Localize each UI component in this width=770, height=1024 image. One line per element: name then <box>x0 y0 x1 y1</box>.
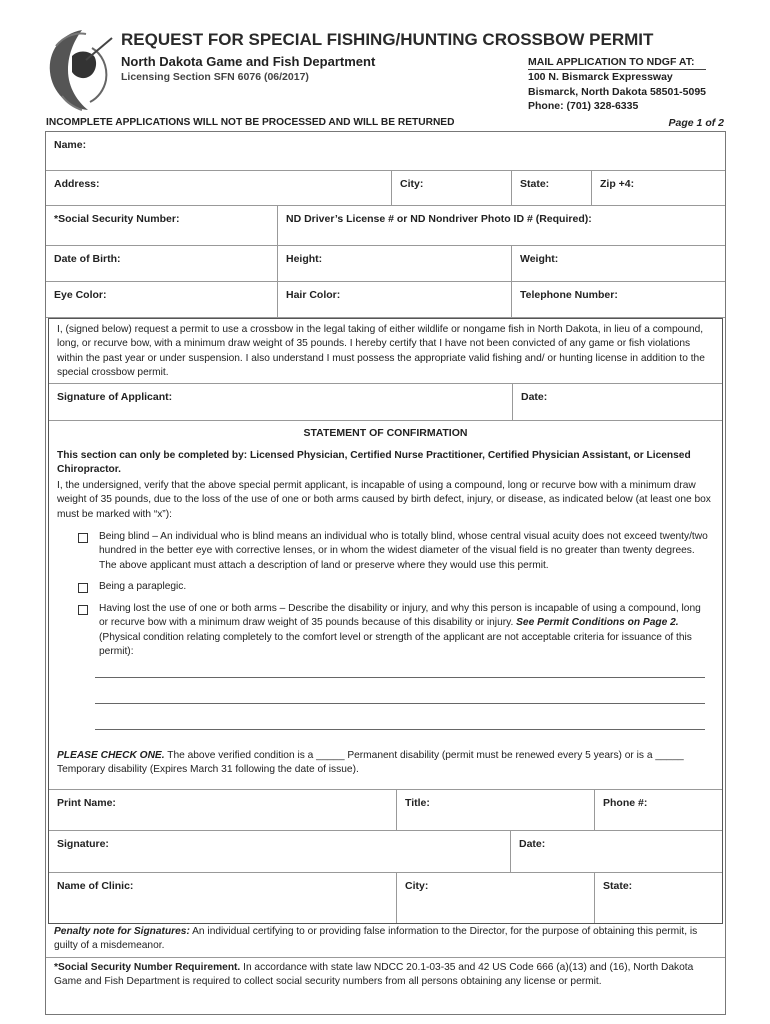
footnote-divider <box>46 957 725 958</box>
ssn-requirement-text: In accordance with state law NDCC 20.1-03-35 and 42 US Code 666 (a)(13) and (16), North Dakota Game and Fish Department is required to collect social security numbers from all persons obtaining any license or permit. <box>54 962 694 988</box>
ssn-requirement-note <box>54 961 717 990</box>
telephone-field[interactable]: Telephone Number: <box>512 282 725 318</box>
check-one-text <box>57 749 714 778</box>
mail-phone: Phone: (701) 328-6335 <box>528 99 639 112</box>
zip-field[interactable]: Zip +4: <box>592 171 725 206</box>
applicant-signature-field[interactable]: Signature of Applicant: <box>49 383 513 421</box>
description-line-1[interactable] <box>95 677 705 678</box>
hair-color-field[interactable]: Hair Color: <box>278 282 512 318</box>
option-arms-text: Having lost the use of one or both arms – Describe the disability or injury, and why this person is incapable of using a compound, long or recurve bow with a minimum draw weight of 35 pounds because of this disability or injury. <box>99 603 701 629</box>
ndgf-logo-icon <box>42 26 114 114</box>
mail-city: Bismarck, North Dakota 58501-5095 <box>528 85 707 98</box>
mail-street: 100 N. Bismarck Expressway <box>528 71 673 84</box>
name-field[interactable]: Name: <box>46 132 725 171</box>
title-field[interactable]: Title: <box>397 789 595 831</box>
penalty-note <box>54 925 717 954</box>
phone-number-field[interactable]: Phone #: <box>595 789 722 831</box>
applicant-date-field[interactable]: Date: <box>513 383 722 421</box>
check-one-lead: PLEASE CHECK ONE. <box>57 750 165 761</box>
city-field[interactable]: City: <box>392 171 512 206</box>
option-blind: Being blind – An individual who is blind means an individual who is totally blind, whose central visual acuity does not exceed twenty/two hundred in the better eye with corrective lenses, or in whom the widest diameter of the visual field is no greater than twenty degrees. The above applicant must attach a description of land or preserve where they would use this permit. <box>99 531 708 571</box>
ssn-requirement-lead: *Social Security Number Requirement. <box>54 962 241 973</box>
confirmation-heading: STATEMENT OF CONFIRMATION <box>303 427 468 439</box>
clinic-state-field[interactable]: State: <box>603 880 633 892</box>
description-line-3[interactable] <box>95 729 705 730</box>
confirmation-intro: I, the undersigned, verify that the above special permit applicant, is incapable of using a compound, long or recurve bow with a minimum draw weight of 35 pounds, due to the loss of the use of one or both arms caused by birth defect, injury, or disease, as indicated below (at least one box must be marked with “x”): <box>57 480 711 520</box>
incomplete-warning: INCOMPLETE APPLICATIONS WILL NOT BE PROCESSED AND WILL BE RETURNED <box>46 117 455 128</box>
ssn-field[interactable]: *Social Security Number: <box>46 206 278 246</box>
page-number: Page 1 of 2 <box>668 117 724 129</box>
certification-text: I, (signed below) request a permit to use a crossbow in the legal taking of either wildlife or nongame fish in North Dakota, in lieu of a compound, long, or recurve bow, with a minimum draw weight of 35 pounds. I hereby certify that I have not been convicted of any game or fish violations within the past year or under suspension. I also understand I must possess the appropriate valid fishing and/ or hunting license in addition to the special crossbow permit. <box>57 324 705 378</box>
department-name: North Dakota Game and Fish Department <box>121 54 376 69</box>
confirmation-who: This section can only be completed by: Licensed Physician, Certified Nurse Practitioner, Certified Physician Assistant, or Licensed Chiropractor. <box>57 450 691 476</box>
address-field[interactable]: Address: <box>46 171 392 206</box>
option-paraplegic: Being a paraplegic. <box>99 581 187 592</box>
height-field[interactable]: Height: <box>278 246 512 282</box>
penalty-lead: Penalty note for Signatures: <box>54 926 190 937</box>
option-arms-note: (Physical condition relating completely to the comfort level or strength of the applicant are not acceptable criteria for issuance of this permit): <box>99 631 692 657</box>
print-name-field[interactable]: Print Name: <box>49 789 397 831</box>
arms-checkbox[interactable] <box>78 605 88 615</box>
clinic-city-field[interactable]: City: <box>397 873 595 923</box>
dob-field[interactable]: Date of Birth: <box>46 246 278 282</box>
certification-box <box>48 318 723 924</box>
penalty-text: An individual certifying to or providing false information to the Director, for the purpose of obtaining this permit, is guilty of a misdemeanor. <box>54 926 698 952</box>
check-one-body: The above verified condition is a _____ Permanent disability (permit must be renewed every 5 years) or is a _____ Temporary disability (Expires March 31 following the date of issue). <box>57 750 684 776</box>
weight-field[interactable]: Weight: <box>512 246 725 282</box>
license-field[interactable]: ND Driver’s License # or ND Nondriver Photo ID # (Required): <box>278 206 725 246</box>
permit-conditions-ref: See Permit Conditions on Page 2. <box>516 617 679 629</box>
form-section-id: Licensing Section SFN 6076 (06/2017) <box>121 71 309 83</box>
form-title: REQUEST FOR SPECIAL FISHING/HUNTING CROSSBOW PERMIT <box>121 30 654 49</box>
mail-address-block <box>528 55 706 113</box>
state-field[interactable]: State: <box>512 171 592 206</box>
mail-heading: MAIL APPLICATION TO NDGF AT: <box>528 55 706 70</box>
option-arms <box>99 602 708 659</box>
clinic-name-field[interactable]: Name of Clinic: <box>49 873 397 923</box>
blind-checkbox[interactable] <box>78 533 88 543</box>
eye-color-field[interactable]: Eye Color: <box>46 282 278 318</box>
description-line-2[interactable] <box>95 703 705 704</box>
practitioner-date-field[interactable]: Date: <box>511 831 722 873</box>
paraplegic-checkbox[interactable] <box>78 583 88 593</box>
application-form <box>45 131 726 1015</box>
practitioner-signature-field[interactable]: Signature: <box>49 831 511 873</box>
